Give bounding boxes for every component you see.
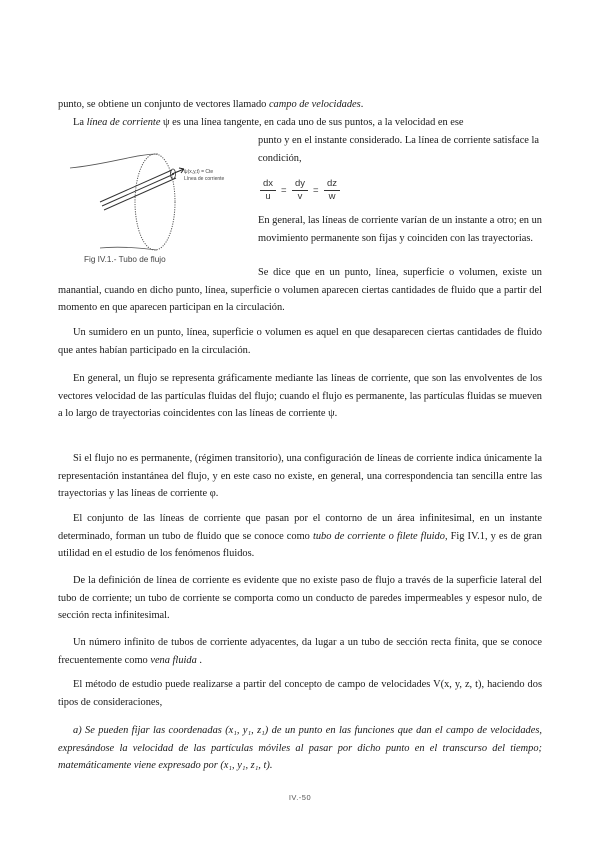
streamline-3 — [104, 178, 176, 210]
fraction-dz-w: $\frac{dz}{w}$ — [324, 178, 340, 203]
paragraph-3: Se dice que en un punto, línea, superficie o volumen, existe un manantial, cuando en dicho punto, línea, superficie o volumen aparecen ciertas cantidades de fluido que a partir del momento en que aparecen participan en la circulación. — [58, 267, 542, 314]
paragraph-2: En general, las líneas de corriente varían de un instante a otro; en un movimiento permanente son fijas y coinciden con las trayectorias. — [258, 215, 542, 244]
fraction-dx-u: $\frac{dx}{u}$ — [260, 178, 276, 203]
figure-label-1: ψ(x,y,t) = Cte — [184, 169, 214, 175]
tube-cross-section — [135, 154, 175, 250]
paragraph-1-lead: La línea de corriente ψ es una línea tangente, en cada uno de sus puntos, a la velocidad en ese — [73, 117, 464, 128]
page-number: IV.-50 — [288, 793, 312, 802]
paragraph-11: a) Se pueden fijar las coordenadas (x₁, y₁, z₁) de un punto en las funciones que dan el campo de velocidades, expresándose la velocidad de las partículas móviles al pasar por dicho punto en el transcurso del tiempo; matemáticamente viene expresado por (x₁, y₁, z₁, t). — [58, 725, 542, 772]
figure-label-2: Línea de corriente — [184, 176, 225, 182]
stream-tube-figure — [60, 150, 246, 270]
paragraph-4: Un sumidero en un punto, línea, superficie o volumen es aquel en que desaparecen ciertas cantidades de fluido que antes habían participado en la circulación. — [58, 327, 542, 356]
emphasis-linea-corriente: línea de corriente — [86, 117, 161, 128]
streamline-equation: $\frac{dx}{u}$ = $\frac{dy}{v}$ = $\frac{dz}{w}$ — [256, 178, 376, 208]
paragraph-0: punto, se obtiene un conjunto de vectores llamado campo de velocidades. — [58, 99, 364, 110]
paragraph-9: Un número infinito de tubos de corriente adyacentes, da lugar a un tubo de sección recta finita, que se conoce frecuentemente como vena fluida . — [58, 637, 542, 666]
paragraph-10: El método de estudio puede realizarse a partir del concepto de campo de velocidades V(x, y, z, t), haciendo dos tipos de consideraciones, — [58, 679, 542, 708]
paragraph-1-right: punto y en el instante considerado. La línea de corriente satisface la condición, — [258, 135, 540, 164]
paragraph-7: El conjunto de las líneas de corriente que pasan por el contorno de un área infinitesimal, en un instante determinado, forman un tubo de fluido que se conoce como tubo de corriente o filete fluido, Fig IV.1, y es de gran utilidad en el estudio de los fenómenos fluidos. — [58, 513, 542, 560]
emphasis-campo-velocidades: campo de velocidades — [268, 99, 361, 110]
emphasis-vena-fluida: vena fluida — [150, 654, 197, 666]
paragraph-6: Si el flujo no es permanente, (régimen transitorio), una configuración de líneas de corriente indica únicamente la representación instantánea del flujo, y en este caso no existe, en general, una correspondencia tan sencilla entre las trayectorias y las líneas de corriente φ. — [58, 453, 542, 500]
paragraph-5: En general, un flujo se representa gráficamente mediante las líneas de corriente, que son las envolventes de los vectores velocidad de las partículas fluidas del flujo; cuando el flujo es permanente, las partículas fluidas se mueven a lo largo de trayectorias coincidentes con las líneas de corriente ψ. — [58, 373, 542, 420]
emphasis-tubo-corriente: tubo de corriente o filete fluido — [312, 530, 445, 542]
stream-tube-drawing — [60, 150, 246, 270]
figure-caption: Fig IV.1.- Tubo de flujo — [84, 255, 166, 264]
paragraph-8: De la definición de línea de corriente es evidente que no existe paso de flujo a través de la superficie lateral del tubo de corriente; un tubo de corriente se comporta como un conducto de paredes impermeables y espesor nulo, de sección recta infinitesimal. — [58, 575, 542, 622]
streamline-1 — [100, 170, 172, 202]
fraction-dy-v: $\frac{dy}{v}$ — [292, 178, 308, 203]
streamline-2 — [102, 174, 174, 206]
